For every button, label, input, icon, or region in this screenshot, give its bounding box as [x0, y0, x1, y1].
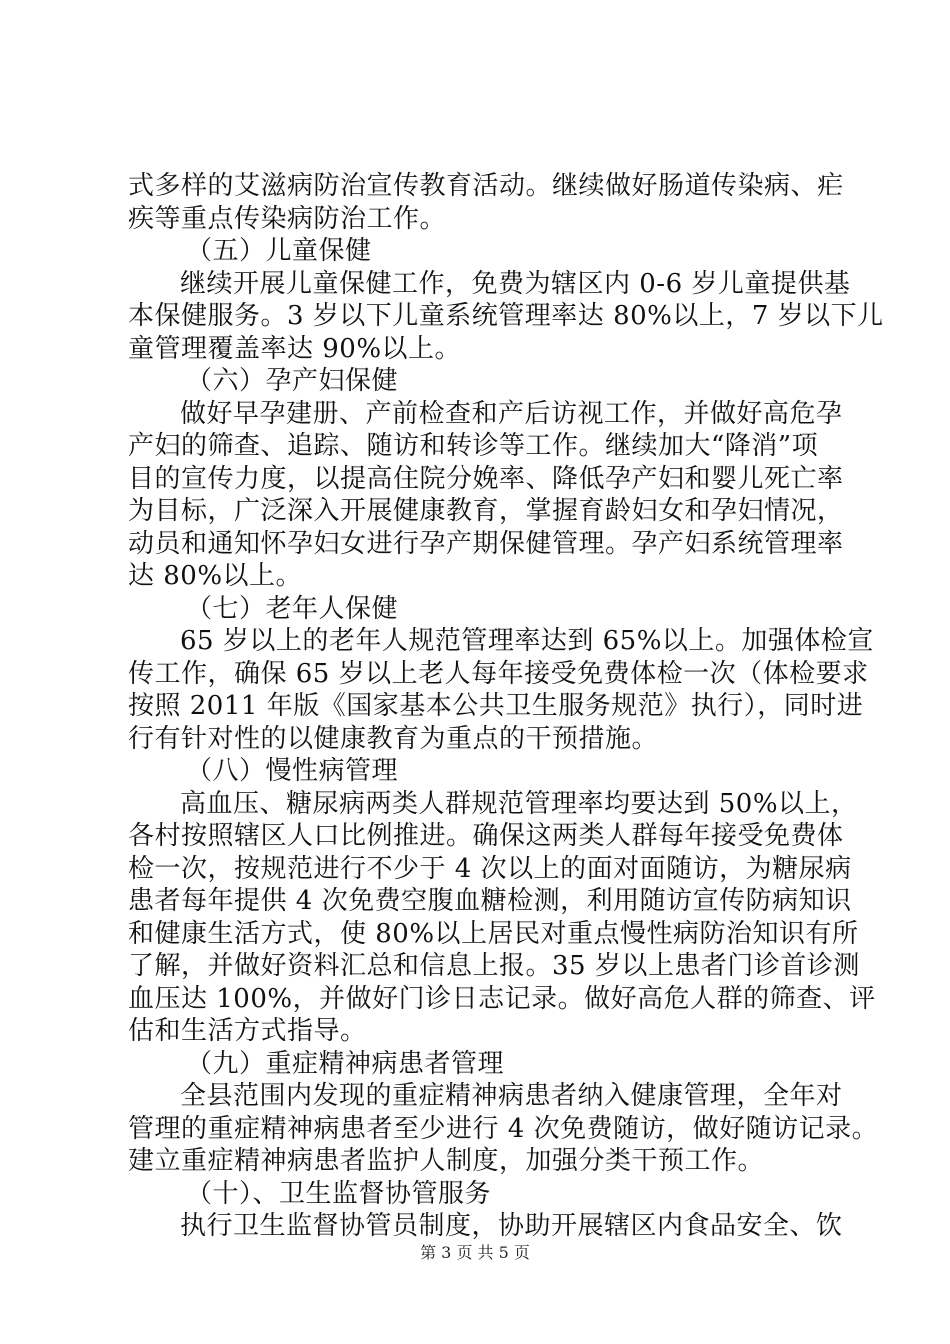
paragraph-line: 全县范围内发现的重症精神病患者纳入健康管理，全年对	[180, 1081, 843, 1111]
page-footer: 第 3 页 共 5 页	[420, 1243, 530, 1262]
paragraph-line: 管理的重症精神病患者至少进行 4 次免费随访，做好随访记录。	[128, 1113, 879, 1144]
document-body	[128, 170, 884, 1243]
paragraph-line: 为目标，广泛深入开展健康教育，掌握育龄妇女和孕妇情况，	[128, 496, 844, 526]
section-heading: （六）孕产妇保健	[186, 366, 399, 396]
section-heading: （八）慢性病管理	[186, 756, 399, 786]
paragraph-line: 和健康生活方式，使 80%以上居民对重点慢性病防治知识有所	[128, 918, 859, 949]
paragraph-line: 65 岁以上的老年人规范管理率达到 65%以上。加强体检宣	[180, 626, 874, 656]
paragraph-line: 目的宣传力度，以提高住院分娩率、降低孕产妇和婴儿死亡率	[128, 463, 844, 494]
section-heading: （十）、卫生监督协管服务	[186, 1178, 492, 1209]
paragraph-line: 童管理覆盖率达 90%以上。	[128, 333, 462, 364]
section-heading: （七）老年人保健	[186, 593, 399, 624]
paragraph-line: 做好早孕建册、产前检查和产后访视工作，并做好高危孕	[180, 398, 843, 429]
paragraph-line: 式多样的艾滋病防治宣传教育活动。继续做好肠道传染病、疟	[128, 171, 844, 201]
paragraph-line: 执行卫生监督协管员制度，协助开展辖区内食品安全、饮	[180, 1211, 843, 1241]
paragraph-line: 传工作，确保 65 岁以上老人每年接受免费体检一次（体检要求	[128, 658, 869, 689]
paragraph-line: 行有针对性的以健康教育为重点的干预措施。	[128, 723, 659, 754]
paragraph-line: 本保健服务。3 岁以下儿童系统管理率达 80%以上，7 岁以下儿	[128, 301, 884, 331]
section-heading: （五）儿童保健	[186, 236, 372, 266]
paragraph-line: 疾等重点传染病防治工作。	[128, 203, 447, 234]
paragraph-line: 了解，并做好资料汇总和信息上报。35 岁以上患者门诊首诊测	[128, 951, 860, 981]
paragraph-line: 建立重症精神病患者监护人制度，加强分类干预工作。	[128, 1146, 765, 1176]
paragraph-line: 高血压、糖尿病两类人群规范管理率均要达到 50%以上，	[180, 788, 858, 819]
paragraph-line: 检一次，按规范进行不少于 4 次以上的面对面随访，为糖尿病	[128, 853, 852, 884]
paragraph-line: 达 80%以上。	[128, 561, 303, 591]
paragraph-line: 动员和通知怀孕妇女进行孕产期保健管理。孕产妇系统管理率	[128, 528, 844, 559]
section-heading: （九）重症精神病患者管理	[186, 1048, 505, 1079]
paragraph-line: 各村按照辖区人口比例推进。确保这两类人群每年接受免费体	[128, 821, 844, 851]
paragraph-line: 按照 2011 年版《国家基本公共卫生服务规范》执行），同时进	[128, 691, 864, 721]
paragraph-line: 产妇的筛查、追踪、随访和转诊等工作。继续加大“降消”项	[128, 431, 819, 461]
paragraph-line: 血压达 100%，并做好门诊日志记录。做好高危人群的筛查、评	[128, 983, 876, 1014]
paragraph-line: 患者每年提供 4 次免费空腹血糖检测，利用随访宣传防病知识	[128, 886, 852, 916]
paragraph-line: 估和生活方式指导。	[128, 1016, 367, 1046]
paragraph-line: 继续开展儿童保健工作，免费为辖区内 0-6 岁儿童提供基	[180, 268, 851, 299]
